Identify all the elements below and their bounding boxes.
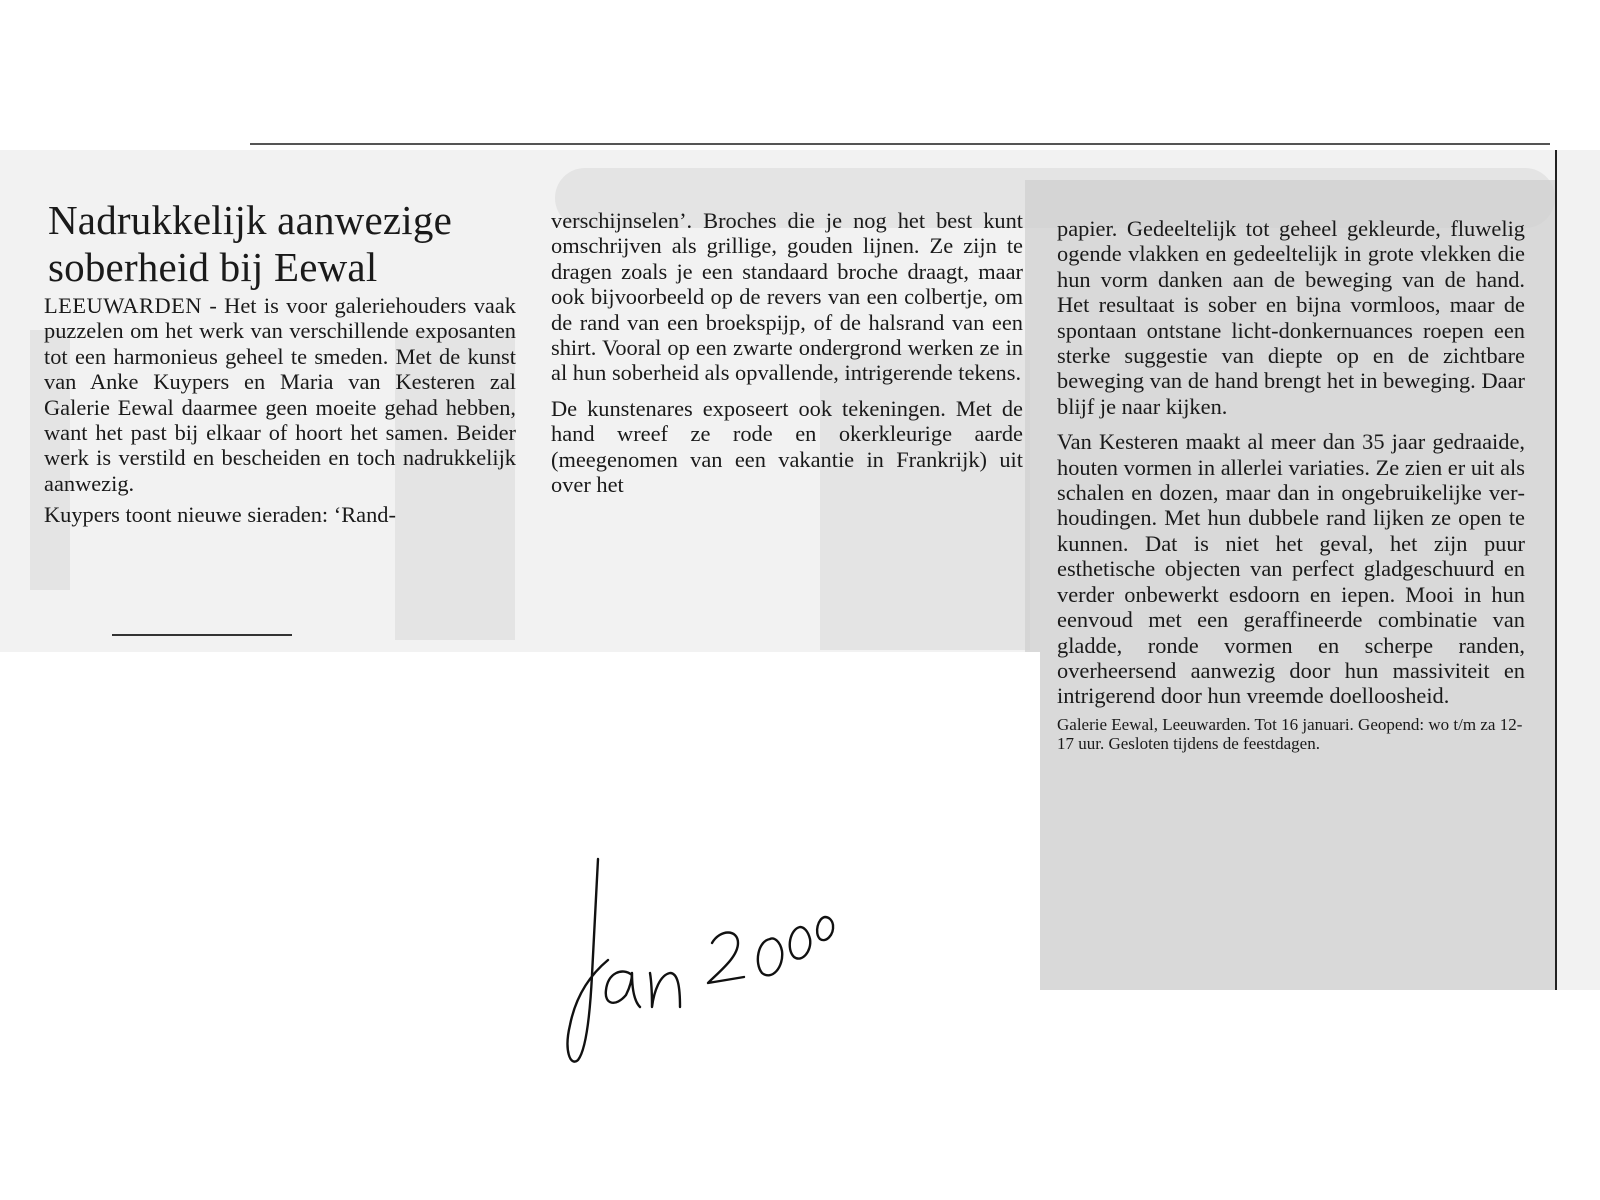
article-column-1: [44, 293, 516, 528]
paragraph-text: - Het is voor galeriehouders vaak puzzelen om het werk van verschillende exposanten tot een harmonieus geheel te smeden. Met de kunst van Anke Kuypers en Maria van Kesteren zal Galerie Eewal daarmee geen moeite gehad hebben, want het past bij elkaar of hoort het samen. Beider werk is verstild en bescheiden en toch nadrukkelijk aanwezig.: [44, 293, 516, 496]
exhibition-info: Galerie Eewal, Leeuwarden. Tot 16 januari. Geopend: wo t/m za 12-17 uur. Gesloten tijdens de feestdagen.: [1057, 714, 1523, 754]
article-column-3: [1057, 216, 1525, 754]
article-paragraph: [44, 293, 516, 496]
article-headline: Nadrukkelijk aanwezige soberheid bij Eewal: [48, 197, 452, 290]
clipping-right-edge: [1555, 150, 1557, 990]
column-end-rule: [112, 634, 292, 636]
article-paragraph: Kuypers toont nieuwe sieraden: ‘Rand-: [44, 502, 396, 528]
clipping-top-edge: [250, 143, 1550, 145]
handwritten-date-annotation: [560, 855, 860, 1065]
article-paragraph: papier. Gedeeltelijk tot geheel gekleurde, fluwelig ogende vlakken en gedeeltelijk in grote vlekken die hun vorm danken aan de beweging van de hand. Het resultaat is sober en bijna vormloos, maar de spontaan ontstane licht-donkernuances roepen een sterke suggestie van diepte op en de zichtbare beweging van de hand brengt het in beweging. Daar blijf je naar kijken.: [1057, 216, 1525, 419]
article-paragraph: Van Kesteren maakt al meer dan 35 jaar gedraaide, houten vormen in allerlei variaties. Ze zien er uit als schalen en dozen, maar dan in ongebruikelijke verhoudingen. Met hun dubbele rand lijken ze open te kunnen. Dat is niet het geval, het zijn puur esthetische objecten van perfect gladgeschuurd en verder onbewerkt esdoorn en iepen. Mooi in hun eenvoud met een geraffineerde combinatie van gladde, ronde vormen en scherpe randen, overheersend aanwezig door hun massiviteit en intrigerend door hun vreemde doelloosheid.: [1057, 429, 1525, 709]
article-paragraph: De kunstenares exposeert ook tekeningen. Met de hand wreef ze rode en okerkleurige aarde (meegenomen van een vakantie in Frankrijk) uit over het: [551, 395, 1023, 498]
article-paragraph: verschijnselen’. Broches die je nog het best kunt omschrijven als grillige, gouden lijnen. Ze zijn te dragen zoals je een standaard broche draagt, maar ook bijvoorbeeld op de revers van een colbertje, om de rand van een broekspijp, of de halsrand van een shirt. Vooral op een zwarte ondergrond werken ze in al hun soberheid als opvallende, intrigerende tekens.: [551, 208, 1023, 386]
dateline: LEEUWARDEN: [44, 293, 202, 318]
article-column-2: [551, 208, 1023, 497]
